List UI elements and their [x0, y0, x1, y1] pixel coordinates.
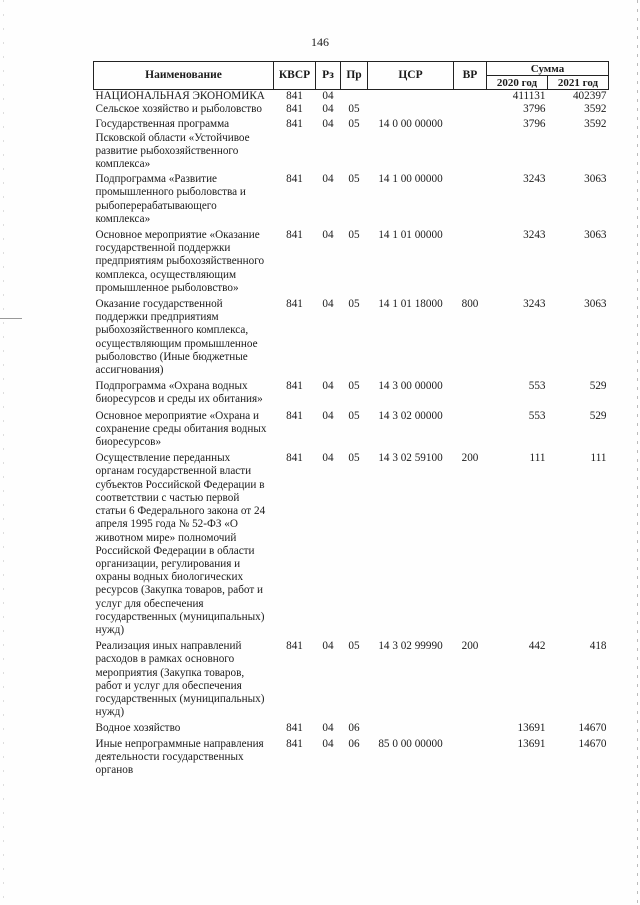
- row-name: Осуществление переданных органам государственной власти субъектов Российской Федерации в соответствии с частью первой статьи 6 Федерального закона от 24 апреля 1995 года № 52-ФЗ «О животном мире» полномочий Российской Федерации в области организации, регулирования и охраны водных биологических ресурсов (Закупка товаров, работ и услуг для обеспечения государственных (муниципальных) нужд): [95, 452, 266, 636]
- row-sum-2020: 3243: [523, 229, 546, 242]
- row-sum-2020: 13691: [517, 737, 546, 750]
- row-vr: [454, 410, 487, 453]
- row-sum-2020: 3796: [523, 103, 546, 116]
- row-csr: 14 3 02 59100: [378, 452, 443, 465]
- row-kvsr: 841: [286, 103, 303, 116]
- row-sum-2020: 411131: [512, 90, 546, 102]
- row-sum-2021: 402397: [572, 90, 607, 102]
- row-pr: 05: [348, 173, 360, 186]
- row-csr: 14 1 00 00000: [378, 173, 443, 186]
- row-pr: 05: [348, 452, 360, 465]
- row-sum-2021: 3592: [584, 103, 607, 116]
- row-vr: [454, 738, 487, 778]
- row-kvsr: 841: [286, 380, 303, 393]
- row-sum-2021: 3063: [584, 173, 607, 186]
- row-rz: 04: [322, 722, 334, 735]
- header-sum: Сумма: [487, 62, 609, 76]
- row-name: Подпрограмма «Охрана водных биоресурсов и среды их обитания»: [95, 380, 263, 406]
- row-sum-2020: 3243: [523, 173, 546, 186]
- table-row: [94, 738, 609, 778]
- row-kvsr: 841: [286, 640, 303, 653]
- row-pr: [341, 90, 368, 104]
- scan-edge-right: [637, 0, 638, 905]
- row-sum-2020: 553: [528, 380, 546, 393]
- row-name: Сельское хозяйство и рыболовство: [95, 103, 262, 116]
- table-row: [94, 118, 609, 173]
- row-sum-2021: 529: [589, 409, 607, 422]
- header-pr: Пр: [341, 62, 368, 90]
- table-row: [94, 640, 609, 722]
- row-csr: [368, 103, 454, 118]
- row-kvsr: 841: [286, 298, 303, 311]
- table-row: [94, 380, 609, 409]
- row-name: Основное мероприятие «Охрана и сохранение среды обитания водных биоресурсов»: [95, 409, 267, 449]
- row-rz: 04: [322, 229, 334, 242]
- row-vr: [454, 229, 487, 298]
- row-rz: 04: [322, 173, 334, 186]
- row-sum-2020: 553: [528, 409, 546, 422]
- header-rz: Рз: [316, 62, 341, 90]
- row-vr: [454, 103, 487, 118]
- budget-table: [93, 61, 609, 777]
- row-csr: 14 3 00 00000: [378, 380, 443, 393]
- table-header: [94, 62, 609, 90]
- table-row: [94, 410, 609, 453]
- row-kvsr: 841: [286, 452, 303, 465]
- row-name: Оказание государственной поддержки предприятиям рыбохозяйственного комплекса, осуществляющим промышленное рыболовство (Иные бюджетные ассигнования): [95, 298, 258, 377]
- scan-edge-left: [3, 0, 4, 905]
- row-sum-2021: 14670: [578, 722, 607, 735]
- scan-artifact: [0, 318, 22, 319]
- row-kvsr: 841: [286, 737, 303, 750]
- row-rz: 04: [322, 640, 334, 653]
- row-csr: [368, 90, 454, 104]
- row-name: Иные непрограммные направления деятельности государственных органов: [95, 737, 264, 776]
- row-sum-2021: 3592: [584, 118, 607, 131]
- table-row: [94, 173, 609, 229]
- row-vr: 800: [461, 298, 479, 311]
- header-name: Наименование: [94, 62, 274, 90]
- row-rz: 04: [322, 737, 334, 750]
- table-row: [94, 103, 609, 118]
- table-row: [94, 90, 609, 104]
- row-sum-2021: 418: [589, 640, 607, 653]
- table-body: [94, 90, 609, 778]
- row-rz: 04: [322, 380, 334, 393]
- row-sum-2020: 3243: [523, 298, 546, 311]
- row-csr: 85 0 00 00000: [378, 737, 443, 750]
- row-csr: [368, 722, 454, 737]
- page-number: 146: [311, 35, 329, 49]
- row-csr: 14 3 02 00000: [378, 409, 443, 422]
- table-row: [94, 722, 609, 737]
- row-vr: [454, 380, 487, 409]
- row-pr: 05: [348, 380, 360, 393]
- row-sum-2020: 13691: [517, 722, 546, 735]
- row-kvsr: 841: [286, 173, 303, 186]
- table-row: [94, 452, 609, 640]
- row-name: Подпрограмма «Развитие промышленного рыболовства и рыбоперерабатывающего комплекса»: [95, 173, 246, 225]
- row-pr: 05: [348, 118, 360, 131]
- row-csr: 14 3 02 99990: [378, 640, 443, 653]
- row-rz: 04: [322, 90, 334, 102]
- row-rz: 04: [322, 103, 334, 116]
- row-sum-2021: 529: [589, 380, 607, 393]
- header-csr: ЦСР: [368, 62, 454, 90]
- row-sum-2020: 442: [528, 640, 546, 653]
- row-sum-2020: 111: [529, 452, 546, 465]
- header-year-2020: 2020 год: [487, 76, 548, 90]
- row-csr: 14 0 00 00000: [378, 118, 443, 131]
- row-sum-2021: 3063: [584, 229, 607, 242]
- row-vr: [454, 118, 487, 173]
- row-sum-2021: 14670: [578, 737, 607, 750]
- row-sum-2021: 111: [590, 452, 607, 465]
- row-kvsr: 841: [286, 90, 303, 102]
- row-pr: 05: [348, 103, 360, 116]
- row-kvsr: 841: [286, 409, 303, 422]
- row-name: Основное мероприятие «Оказание государственной поддержки предприятиям рыбохозяйственного комплекса, осуществляющим промышленное рыболовство»: [95, 229, 265, 294]
- row-name: Государственная программа Псковской области «Устойчивое развитие рыбохозяйственного комплекса»: [95, 118, 250, 171]
- row-pr: 05: [348, 298, 360, 311]
- header-kvsr: КВСР: [274, 62, 316, 90]
- row-kvsr: 841: [286, 118, 303, 131]
- table-row: [94, 229, 609, 298]
- row-pr: 05: [348, 640, 360, 653]
- row-pr: 05: [348, 409, 360, 422]
- row-name: НАЦИОНАЛЬНАЯ ЭКОНОМИКА: [95, 90, 265, 102]
- row-vr: [454, 90, 487, 104]
- row-vr: 200: [461, 640, 479, 653]
- header-vr: ВР: [454, 62, 487, 90]
- row-rz: 04: [322, 118, 334, 131]
- row-csr: 14 1 01 00000: [378, 229, 443, 242]
- row-pr: 06: [348, 737, 360, 750]
- row-pr: 06: [348, 722, 360, 735]
- row-vr: [454, 173, 487, 229]
- row-pr: 05: [348, 229, 360, 242]
- row-csr: 14 1 01 18000: [378, 298, 443, 311]
- header-year-2021: 2021 год: [548, 76, 609, 90]
- row-rz: 04: [322, 452, 334, 465]
- row-vr: 200: [461, 452, 479, 465]
- row-name: Водное хозяйство: [95, 722, 181, 735]
- row-sum-2021: 3063: [584, 298, 607, 311]
- row-kvsr: 841: [286, 229, 303, 242]
- row-name: Реализация иных направлений расходов в рамках основного мероприятия (Закупка товаров, работ и услуг для обеспечения государственных (муниципальных) нужд): [95, 640, 265, 719]
- row-rz: 04: [322, 298, 334, 311]
- row-vr: [454, 722, 487, 737]
- row-kvsr: 841: [286, 722, 303, 735]
- row-rz: 04: [322, 409, 334, 422]
- row-sum-2020: 3796: [523, 118, 546, 131]
- table-row: [94, 298, 609, 380]
